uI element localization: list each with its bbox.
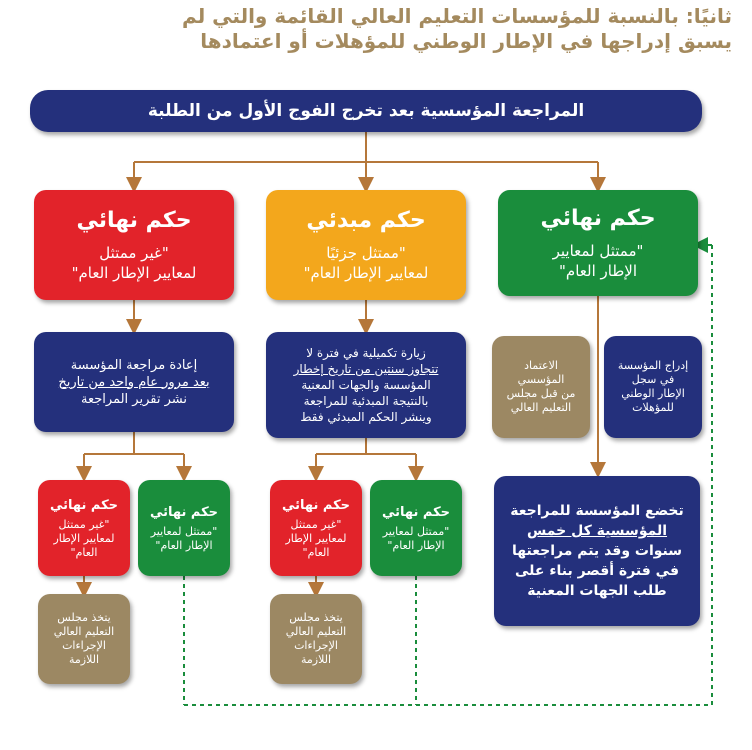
accreditation-line-4: التعليم العالي	[510, 401, 572, 414]
heading-line-1: ثانيًا: بالنسبة للمؤسسات التعليم العالي القائمة والتي لم	[182, 4, 732, 28]
verdict-line-2: لمعايير الإطار العام"	[71, 264, 197, 282]
supplementary-visit-box	[266, 332, 466, 438]
left-final-compliant	[138, 480, 230, 576]
council-line-3: الإجراءات	[294, 639, 338, 652]
council-line-1: يتخذ مجلس	[289, 611, 343, 624]
institutional-review-bar	[30, 90, 702, 132]
listing-line-2: في سجل	[631, 373, 675, 386]
small-verdict-line-1: "غير ممتثل	[290, 517, 342, 531]
small-verdict-line-3: العام"	[302, 545, 330, 559]
council-line-4: اللازمة	[68, 653, 100, 666]
verdict-box-noncompliant	[34, 190, 234, 300]
verdict-line-1: "ممتثل لمعايير	[552, 242, 644, 260]
council-line-4: اللازمة	[300, 653, 332, 666]
periodic-line-5: طلب الجهات المعنية	[527, 583, 667, 599]
periodic-review-box	[494, 476, 700, 626]
visit-line-5: وينشر الحكم المبدئي فقط	[300, 410, 432, 424]
small-verdict-line-2: الإطار العام"	[387, 538, 445, 552]
re-review-line-1: إعادة مراجعة المؤسسة	[70, 357, 198, 373]
small-verdict-line-3: العام"	[70, 545, 98, 559]
periodic-line-1: تخضع المؤسسة للمراجعة	[510, 503, 684, 519]
verdict-line-2: الإطار العام"	[559, 262, 637, 280]
small-verdict-line-1: "ممتثل لمعايير	[150, 524, 218, 538]
accreditation-line-3: من قبل مجلس	[506, 387, 576, 400]
listing-line-1: إدراج المؤسسة	[617, 359, 689, 372]
small-verdict-title: حكم نهائي	[281, 497, 351, 513]
small-verdict-line-2: الإطار العام"	[155, 538, 213, 552]
visit-line-3: المؤسسة والجهات المعنية	[301, 378, 431, 392]
periodic-line-2: المؤسسية كل خمس	[526, 523, 668, 539]
accreditation-line-1: الاعتماد	[524, 359, 558, 372]
small-verdict-title: حكم نهائي	[381, 504, 451, 520]
verdict-title: حكم نهائي	[540, 206, 656, 231]
listing-line-3: الإطار الوطني	[621, 387, 685, 400]
council-line-2: التعليم العالي	[53, 625, 115, 638]
council-line-3: الإجراءات	[62, 639, 106, 652]
re-review-box	[34, 332, 234, 432]
accreditation-box	[492, 336, 590, 438]
council-line-1: يتخذ مجلس	[57, 611, 111, 624]
re-review-line-2: بعد مرور عام واحد من تاريخ	[58, 374, 210, 390]
re-review-line-3: نشر تقرير المراجعة	[81, 391, 187, 407]
heading-line-2: يسبق إدراجها في الإطار الوطني للمؤهلات أو اعتمادها	[200, 29, 732, 53]
visit-line-4: بالنتيجة المبدئية للمراجعة	[303, 394, 429, 408]
verdict-box-partial	[266, 190, 466, 300]
framework-listing-box	[604, 336, 702, 438]
verdict-title: حكم مبدئي	[306, 208, 426, 233]
small-verdict-line-2: لمعايير الإطار	[285, 531, 347, 545]
small-verdict-title: حكم نهائي	[149, 504, 219, 520]
listing-line-4: للمؤهلات	[632, 401, 674, 414]
middle-final-compliant	[370, 480, 462, 576]
middle-final-noncompliant	[270, 480, 362, 576]
left-council-action-box	[38, 594, 130, 684]
middle-council-action-box	[270, 594, 362, 684]
verdict-line-1: "غير ممتثل	[99, 244, 169, 262]
verdict-box-compliant	[498, 190, 698, 296]
accreditation-line-2: المؤسسي	[517, 373, 565, 386]
verdict-line-1: "ممتثل جزئيًا	[326, 244, 406, 262]
council-line-2: التعليم العالي	[285, 625, 347, 638]
periodic-line-3: سنوات وقد يتم مراجعتها	[511, 543, 683, 559]
small-verdict-title: حكم نهائي	[49, 497, 119, 513]
institutional-review-label: المراجعة المؤسسية بعد تخرج الفوج الأول من الطلبة	[147, 101, 585, 121]
verdict-title: حكم نهائي	[76, 208, 192, 233]
visit-line-1: زيارة تكميلية في فترة لا	[306, 346, 426, 360]
periodic-line-4: في فترة أقصر بناء على	[515, 563, 679, 579]
verdict-line-2: لمعايير الإطار العام"	[303, 264, 429, 282]
small-verdict-line-1: "غير ممتثل	[58, 517, 110, 531]
visit-line-2: تتجاوز سنتين من تاريخ إخطار	[293, 362, 439, 376]
left-final-noncompliant	[38, 480, 130, 576]
small-verdict-line-2: لمعايير الإطار	[53, 531, 115, 545]
page-heading	[0, 4, 732, 54]
small-verdict-line-1: "ممتثل لمعايير	[382, 524, 450, 538]
